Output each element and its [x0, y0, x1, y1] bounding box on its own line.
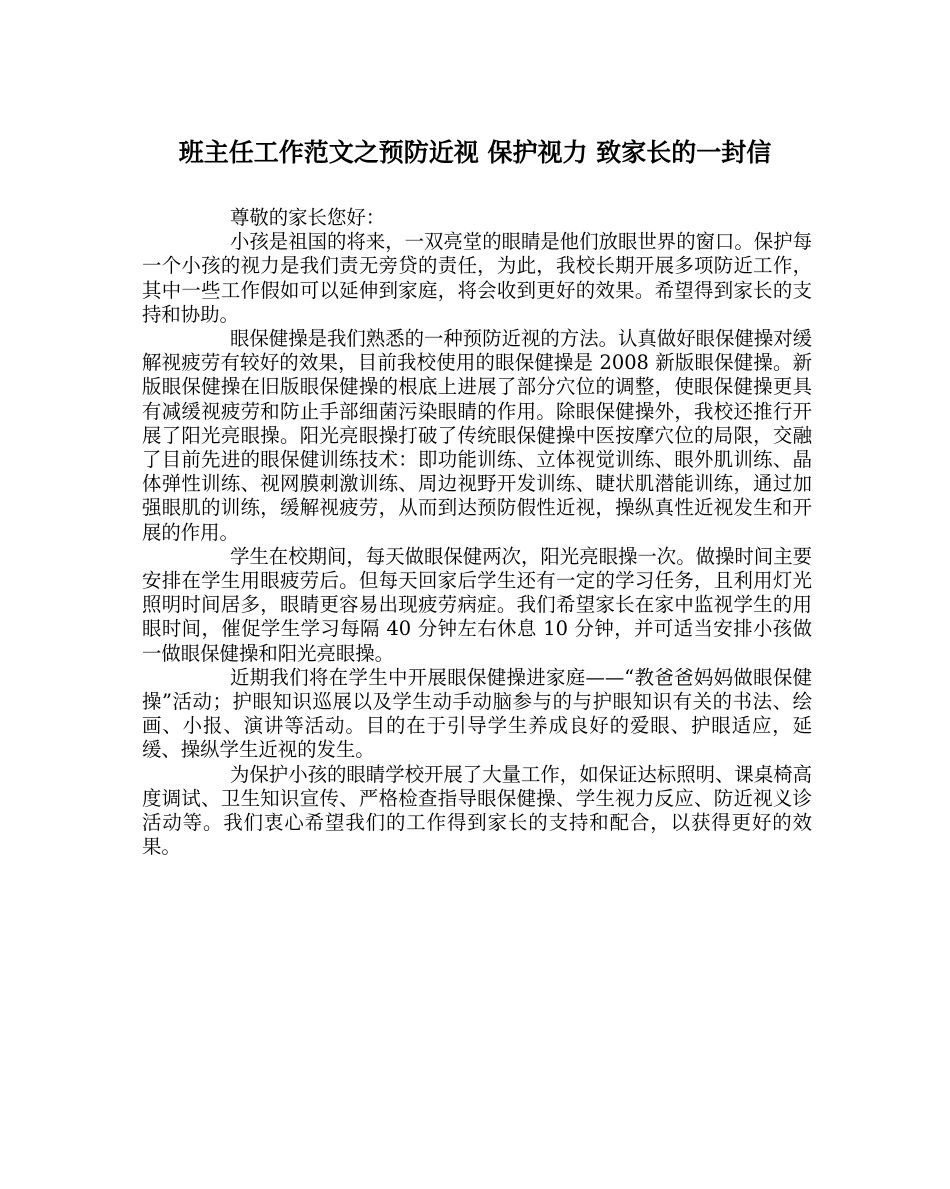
document-body [142, 206, 812, 859]
paragraph-activities: 近期我们将在学生中开展眼保健操进家庭——“教爸爸妈妈做眼保健操”活动；护眼知识巡展以及学生动手动脑参与的与护眼知识有关的书法、绘画、小报、演讲等活动。目的在于引导学生养成良好的爱眼、护眼适应，延缓、操纵学生近视的发生。 [142, 665, 812, 762]
paragraph-eye-exercises: 眼保健操是我们熟悉的一种预防近视的方法。认真做好眼保健操对缓解视疲劳有较好的效果，目前我校使用的眼保健操是 2008 新版眼保健操。新版眼保健操在旧版眼保健操的根底上进展了部分穴位的调整，使眼保健操更具有减缓视疲劳和防止手部细菌污染眼睛的作用。除眼保健操外，我校还推行开展了阳光亮眼操。阳光亮眼操打破了传统眼保健操中医按摩穴位的局限，交融了目前先进的眼保健训练技术：即功能训练、立体视觉训练、眼外肌训练、晶体弹性训练、视网膜刺激训练、周边视野开发训练、睫状肌潜能训练，通过加强眼肌的训练，缓解视疲劳，从而到达预防假性近视，操纵真性近视发生和开展的作用。 [142, 327, 812, 544]
paragraph-intro: 小孩是祖国的将来，一双亮堂的眼睛是他们放眼世界的窗口。保护每一个小孩的视力是我们责无旁贷的责任，为此，我校长期开展多项防近工作，其中一些工作假如可以延伸到家庭，将会收到更好的效果。希望得到家长的支持和协助。 [142, 230, 812, 326]
paragraph-school-schedule: 学生在校期间，每天做眼保健两次，阳光亮眼操一次。做操时间主要安排在学生用眼疲劳后。但每天回家后学生还有一定的学习任务，且利用灯光照明时间居多，眼睛更容易出现疲劳病症。我们希望家长在家中监视学生的用眼时间，催促学生学习每隔 40 分钟左右休息 10 分钟，并可适当安排小孩做一做眼保健操和阳光亮眼操。 [142, 544, 812, 665]
document-title: 班主任工作范文之预防近视 保护视力 致家长的一封信 [178, 138, 772, 167]
greeting: 尊敬的家长您好： [230, 206, 386, 229]
paragraph-closing: 为保护小孩的眼睛学校开展了大量工作，如保证达标照明、课桌椅高度调试、卫生知识宣传、严格检查指导眼保健操、学生视力反应、防近视义诊活动等。我们衷心希望我们的工作得到家长的支持和配合，以获得更好的效果。 [142, 762, 812, 859]
